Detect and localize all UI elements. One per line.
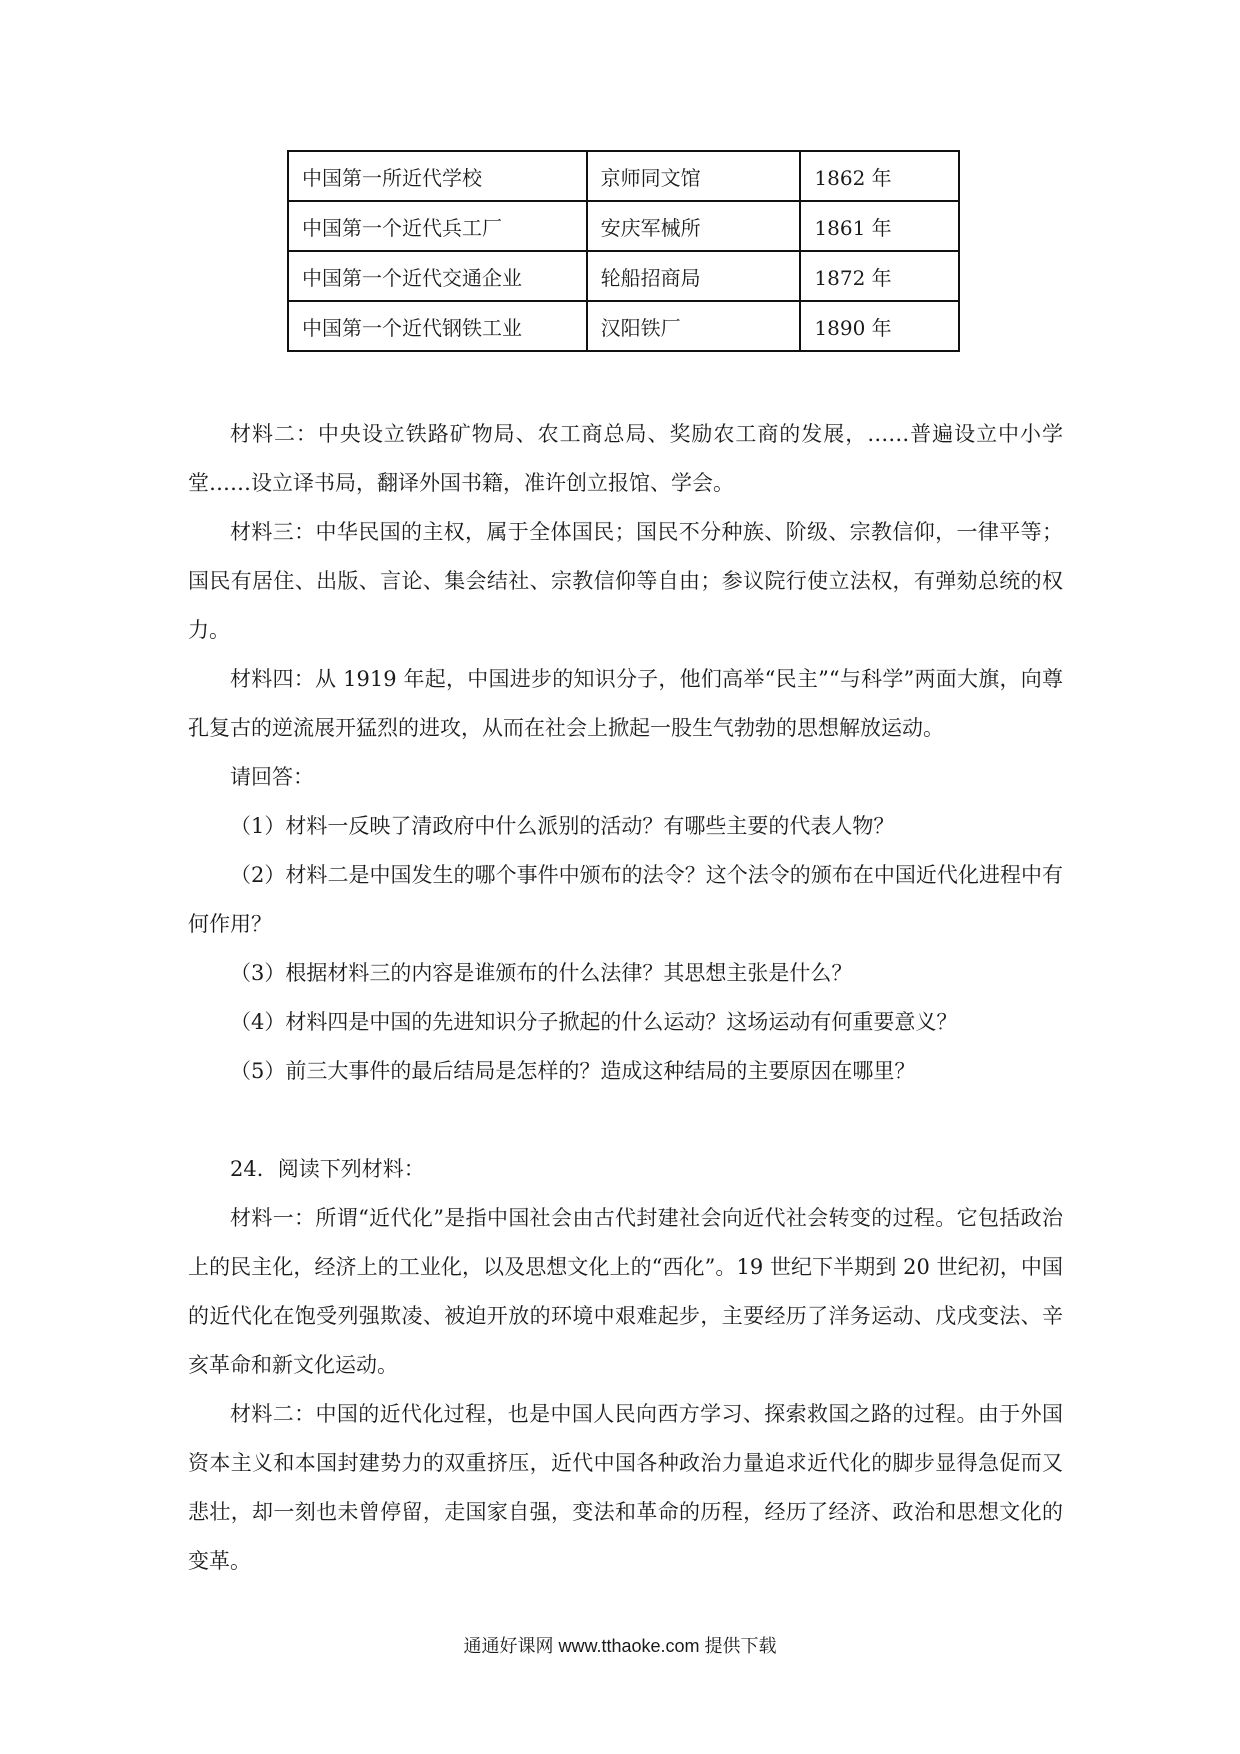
question-24-heading: 24．阅读下列材料： <box>230 1157 425 1181</box>
material-2-paragraph: 材料二：中央设立铁路矿物局、农工商总局、奖励农工商的发展，……普遍设立中小学堂……设立译书局，翻译外国书籍，准许创立报馆、学会。 <box>188 422 1063 495</box>
table-cell: 1862 年 <box>800 151 959 201</box>
answer-prompt: 请回答： <box>230 765 314 789</box>
table-cell: 汉阳铁厂 <box>587 301 801 351</box>
table-cell: 1861 年 <box>800 201 959 251</box>
question-24-material-2: 材料二：中国的近代化过程，也是中国人民向西方学习、探索救国之路的过程。由于外国资本主义和本国封建势力的双重挤压，近代中国各种政治力量追求近代化的脚步显得急促而又悲壮，却一刻也未曾停留，走国家自强，变法和革命的历程，经历了经济、政治和思想文化的变革。 <box>188 1402 1063 1573</box>
question-2: （2）材料二是中国发生的哪个事件中颁布的法令？这个法令的颁布在中国近代化进程中有何作用？ <box>188 863 1063 936</box>
material-3-paragraph: 材料三：中华民国的主权，属于全体国民；国民不分种族、阶级、宗教信仰，一律平等；国民有居住、出版、言论、集会结社、宗教信仰等自由；参议院行使立法权，有弹劾总统的权力。 <box>188 520 1063 642</box>
modernization-table <box>287 150 960 352</box>
question-4: （4）材料四是中国的先进知识分子掀起的什么运动？这场运动有何重要意义？ <box>230 1010 958 1034</box>
question-24-material-1: 材料一：所谓“近代化”是指中国社会由古代封建社会向近代社会转变的过程。它包括政治上的民主化，经济上的工业化，以及思想文化上的“西化”。19 世纪下半期到 20 世纪初，中国的近代化在饱受列强欺凌、被迫开放的环境中艰难起步，主要经历了洋务运动、戊戌变法、辛亥革命和新文化运动。 <box>188 1206 1064 1377</box>
question-5: （5）前三大事件的最后结局是怎样的？造成这种结局的主要原因在哪里？ <box>230 1059 916 1083</box>
table-cell: 安庆军械所 <box>587 201 801 251</box>
question-1: （1）材料一反映了清政府中什么派别的活动？有哪些主要的代表人物？ <box>230 814 895 838</box>
table-row <box>288 251 959 301</box>
table-cell: 轮船招商局 <box>587 251 801 301</box>
table-cell: 中国第一个近代钢铁工业 <box>288 301 587 351</box>
table-cell: 1872 年 <box>800 251 959 301</box>
table-row <box>288 201 959 251</box>
table-cell: 中国第一所近代学校 <box>288 151 587 201</box>
table-cell: 1890 年 <box>800 301 959 351</box>
table-row <box>288 301 959 351</box>
table-cell: 中国第一个近代兵工厂 <box>288 201 587 251</box>
question-3: （3）根据材料三的内容是谁颁布的什么法律？其思想主张是什么？ <box>230 961 853 985</box>
table-cell: 京师同文馆 <box>587 151 801 201</box>
table-row <box>288 151 959 201</box>
page-footer: 通通好课网 www.tthaoke.com 提供下载 <box>463 1636 777 1656</box>
table-cell: 中国第一个近代交通企业 <box>288 251 587 301</box>
material-4-paragraph: 材料四：从 1919 年起，中国进步的知识分子，他们高举“民主”“与科学”两面大旗，向尊孔复古的逆流展开猛烈的进攻，从而在社会上掀起一股生气勃勃的思想解放运动。 <box>188 667 1063 740</box>
document-body <box>188 410 1063 1586</box>
